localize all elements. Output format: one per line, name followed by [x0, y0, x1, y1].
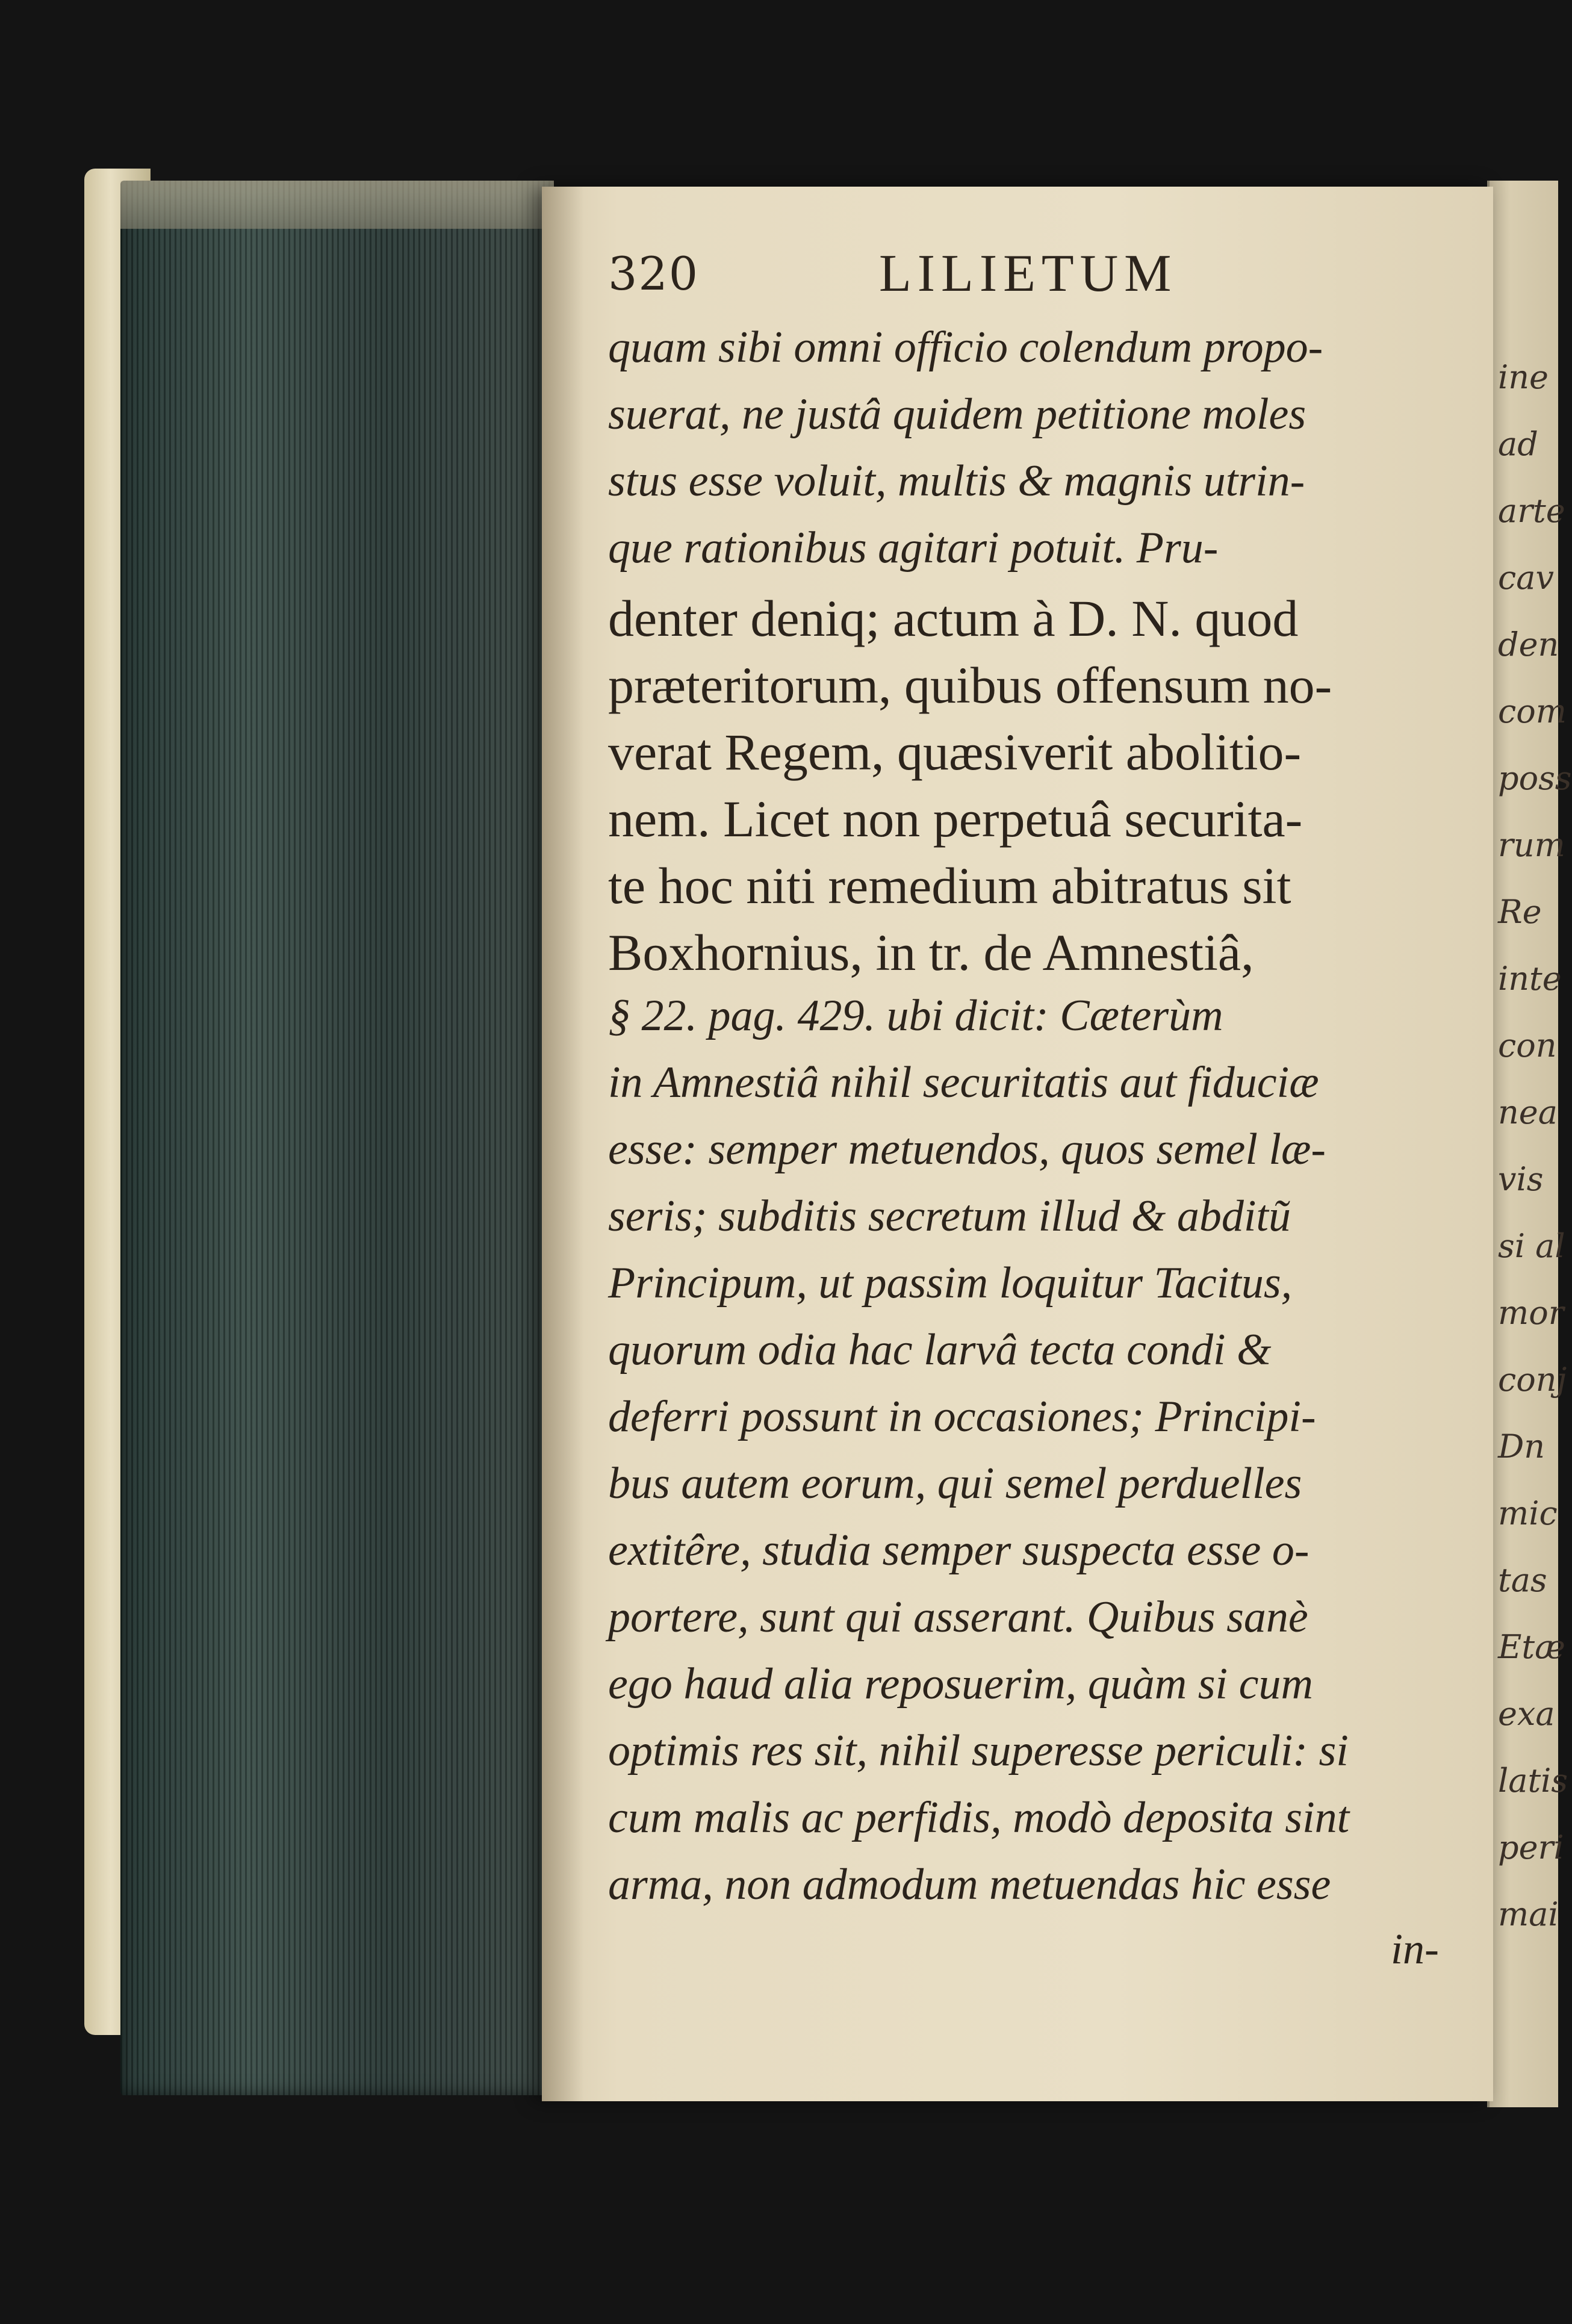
text-line: quorum odia hac larvâ tecta condi & — [608, 1325, 1272, 1375]
facing-page-fragment: com — [1498, 692, 1567, 730]
catchword: in- — [1391, 1925, 1439, 1973]
page-fore-edges — [120, 181, 554, 2095]
facing-page-fragment: mic — [1498, 1494, 1558, 1532]
facing-page-fragment: ad — [1498, 425, 1538, 463]
facing-page-fragment: arte — [1498, 492, 1565, 530]
facing-page-fragment: vis — [1498, 1160, 1544, 1198]
facing-page-fragment: ine — [1498, 358, 1549, 396]
facing-page — [1487, 181, 1572, 2107]
text-line: extitêre, studia semper suspecta esse o- — [608, 1526, 1309, 1575]
text-line: ego haud alia reposuerim, quàm si cum — [608, 1659, 1313, 1709]
text-line: Boxhornius, in tr. de Amnestiâ, — [608, 924, 1254, 981]
gutter-shadow — [542, 187, 584, 2101]
facing-page-fragment: nea — [1498, 1093, 1558, 1131]
text-line: § 22. pag. 429. ubi dicit: Cæterùm — [608, 991, 1223, 1040]
running-head — [608, 244, 1451, 313]
text-line: præteritorum, quibus offensum no- — [608, 656, 1332, 714]
facing-page-fragment: poss — [1498, 759, 1572, 797]
facing-page-fragment: den — [1498, 626, 1559, 663]
page-number: 320 — [608, 247, 700, 300]
text-line: arma, non admodum metuendas hic esse — [608, 1860, 1331, 1909]
text-line: Principum, ut passim loquitur Tacitus, — [608, 1258, 1293, 1308]
text-line: seris; subditis secretum illud & abditũ — [608, 1192, 1291, 1241]
text-line: denter deniq; actum à D. N. quod — [608, 589, 1299, 647]
text-line: esse: semper metuendos, quos semel læ- — [608, 1125, 1326, 1174]
page-edges-top — [120, 181, 554, 229]
facing-page-fragment: mor — [1498, 1294, 1564, 1332]
facing-page-fragment: con — [1498, 1027, 1557, 1064]
text-line: te hoc niti remedium abitratus sit — [608, 857, 1291, 915]
facing-page-fragment: conj — [1498, 1361, 1567, 1399]
text-line: suerat, ne justâ quidem petitione moles — [608, 390, 1306, 439]
text-line: que rationibus agitari potuit. Pru- — [608, 523, 1219, 573]
text-line: quam sibi omni officio colendum propo- — [608, 323, 1323, 372]
facing-page-fragment: tas — [1498, 1561, 1547, 1599]
text-line: portere, sunt qui asserant. Quibus sanè — [608, 1592, 1308, 1642]
facing-page-fragment: Dn — [1498, 1428, 1546, 1465]
facing-page-fragment: latis — [1498, 1762, 1568, 1800]
text-line: verat Regem, quæsiverit abolitio- — [608, 723, 1302, 781]
page-title: LILIETUM — [879, 244, 1178, 303]
text-line: bus autem eorum, qui semel perduelles — [608, 1459, 1302, 1508]
facing-page-fragment: rum — [1498, 826, 1565, 864]
facing-page-fragment: cav — [1498, 559, 1554, 597]
text-line: stus esse voluit, multis & magnis utrin- — [608, 456, 1305, 506]
facing-page-fragment: exa — [1498, 1695, 1555, 1733]
facing-page-fragment: inte — [1498, 960, 1562, 998]
facing-page-fragment: peri — [1498, 1828, 1564, 1866]
text-line: in Amnestiâ nihil securitatis aut fiduciæ — [608, 1058, 1319, 1107]
text-line: deferri possunt in occasiones; Principi- — [608, 1392, 1316, 1441]
text-line: optimis res sit, nihil superesse periculi: si — [608, 1726, 1349, 1776]
text-line: nem. Licet non perpetuâ securita- — [608, 790, 1303, 848]
text-line: cum malis ac perfidis, modò deposita sint — [608, 1793, 1350, 1842]
facing-page-fragment: si al — [1498, 1227, 1565, 1265]
facing-page-fragment: mai — [1498, 1895, 1559, 1933]
facing-page-fragment: Etæ — [1498, 1628, 1565, 1666]
facing-page-fragment: Re — [1498, 893, 1542, 931]
